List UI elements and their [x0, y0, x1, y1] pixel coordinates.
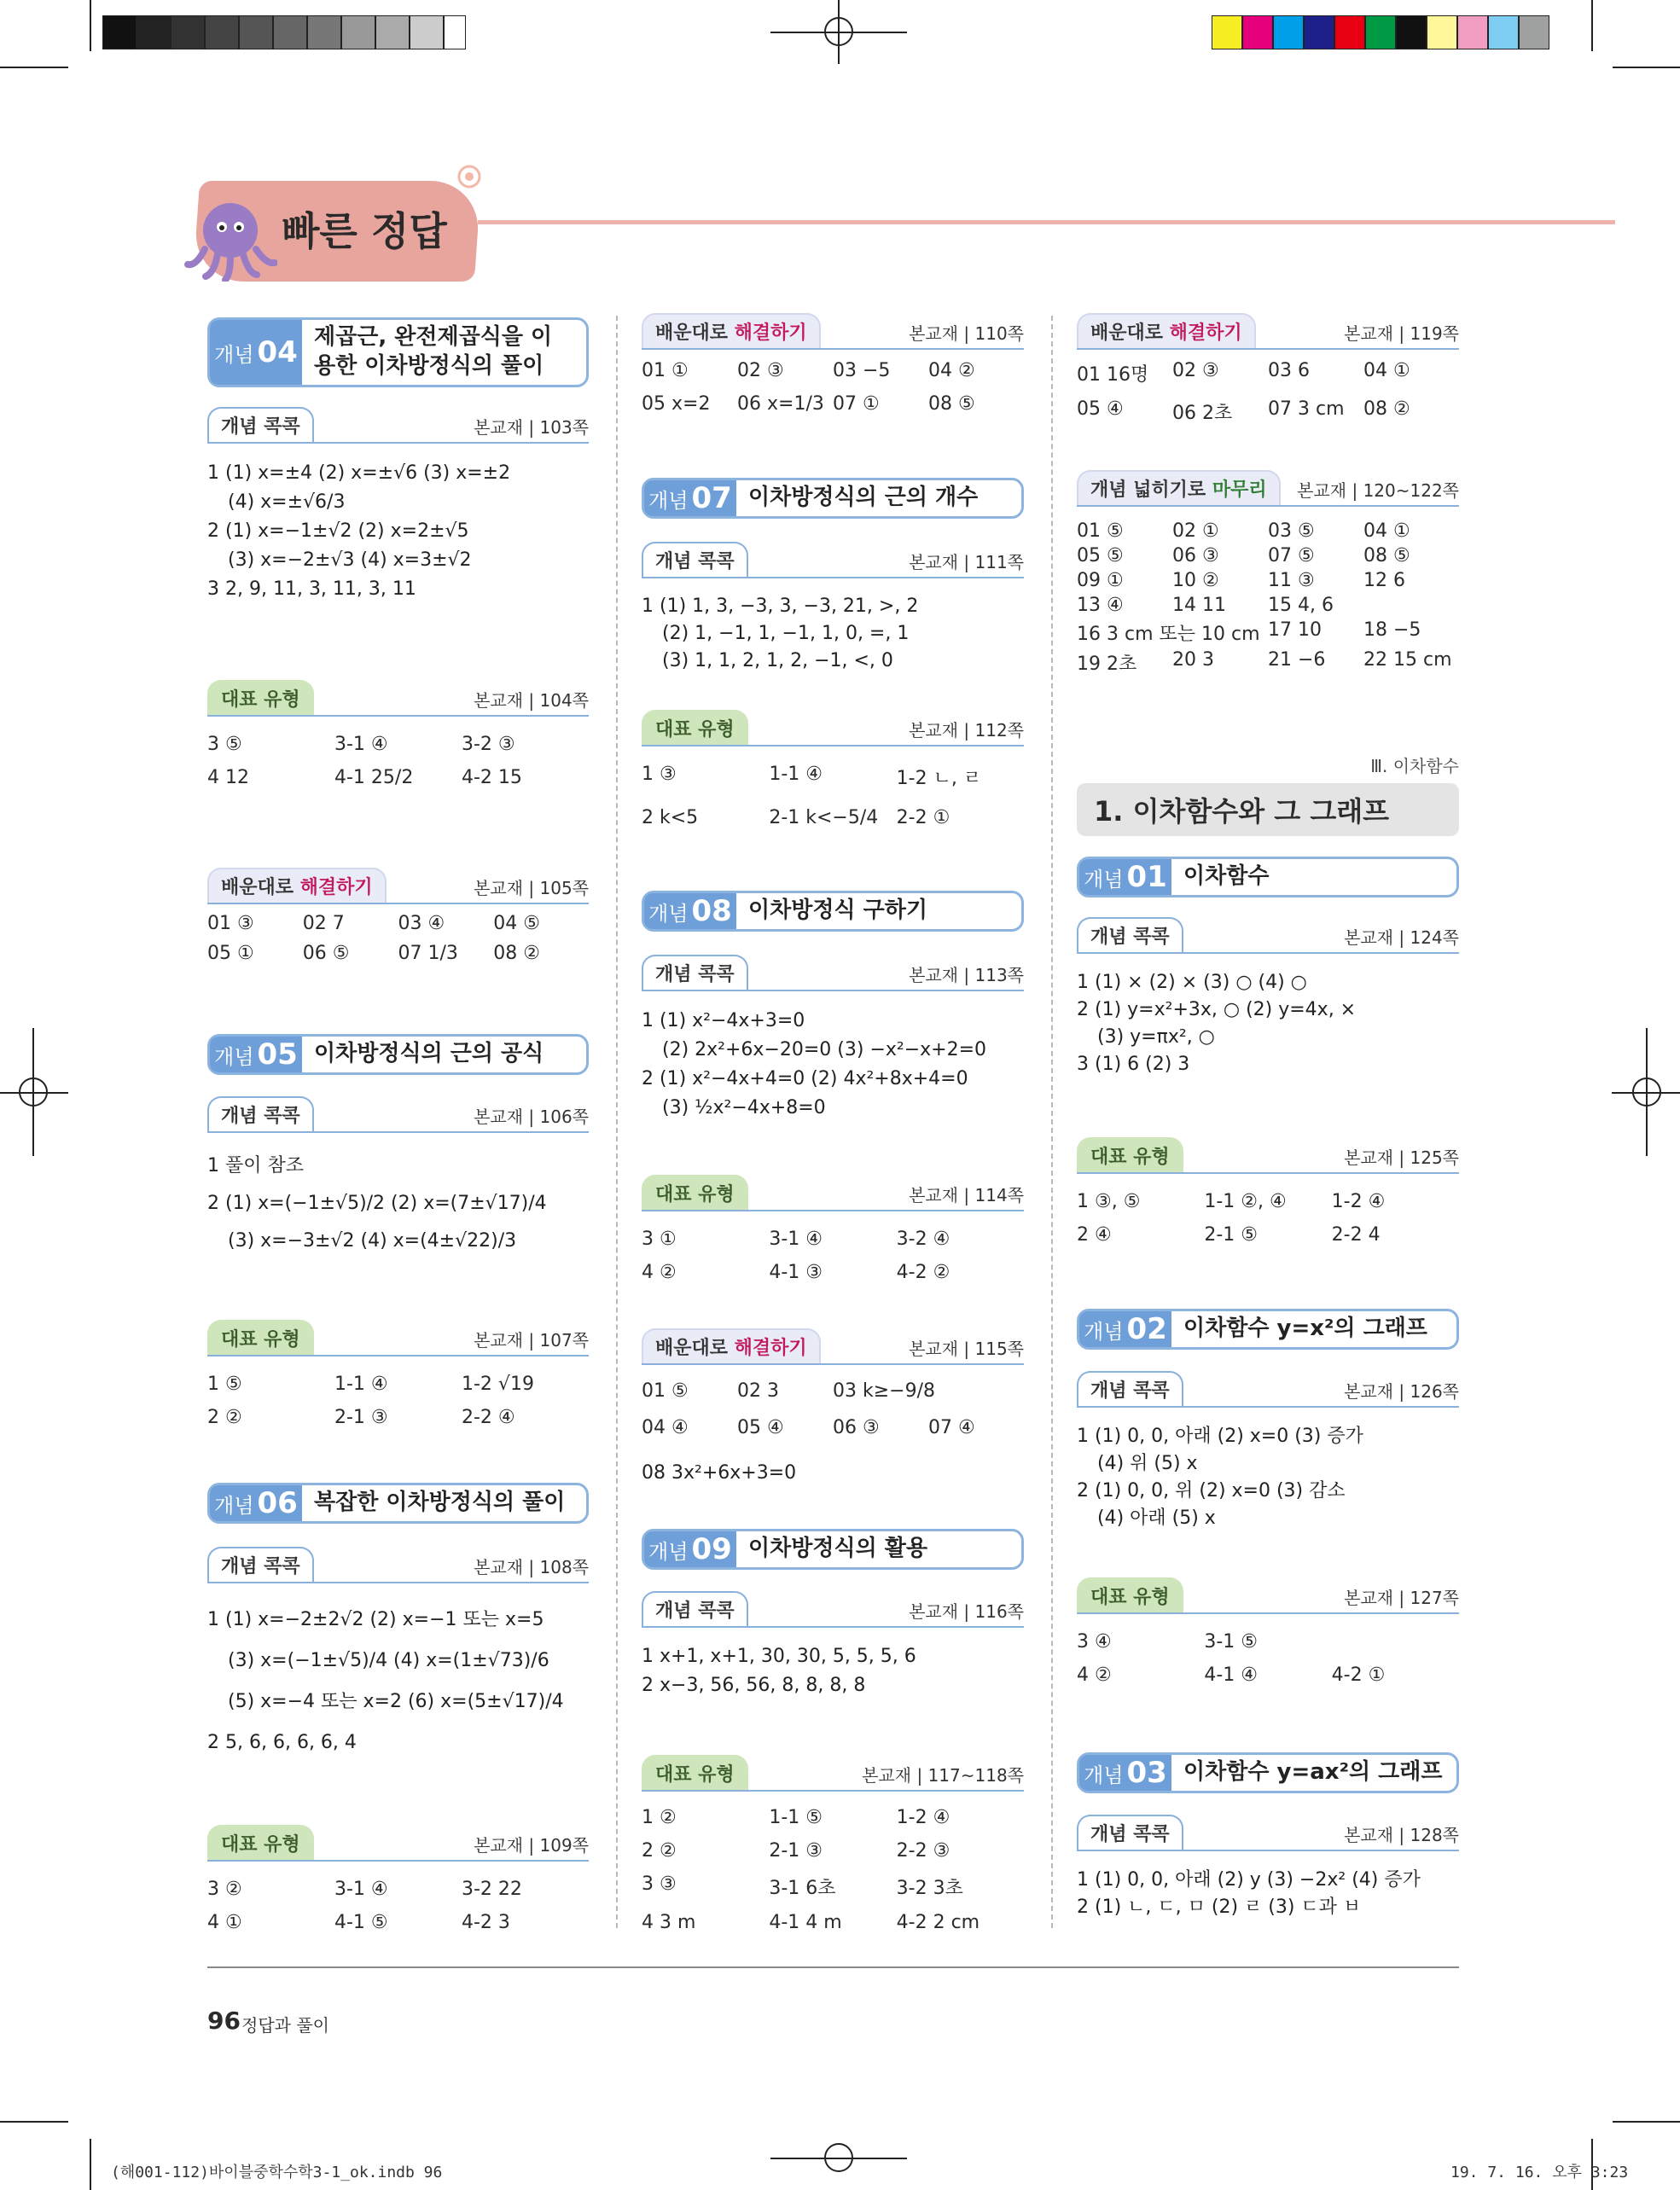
- header-rule: [478, 220, 1615, 224]
- answer-grid: [642, 360, 1024, 415]
- answer-cell: 15 4, 6: [1268, 595, 1334, 616]
- answer-cell: 1-2 ④: [896, 1807, 950, 1828]
- reference-page: 본교재 | 116쪽: [909, 1601, 1024, 1622]
- subheader-concept-check: [1077, 1817, 1459, 1851]
- concept-tag: 개념 01: [1079, 859, 1171, 895]
- answer-cell: 02 ③: [737, 360, 784, 381]
- answer-cell: 3-1 ④: [334, 1879, 388, 1900]
- answer-cell: 20 3: [1172, 649, 1214, 671]
- answer-grid: [642, 1380, 1024, 1438]
- subheader-label: 배운대로 해결하기: [642, 313, 821, 348]
- subheader-solve: [207, 870, 589, 904]
- concept-tag: 개념 05: [210, 1037, 302, 1072]
- subheader-concept-check: [207, 1549, 589, 1583]
- subheader-label: 배운대로 해결하기: [1077, 313, 1256, 348]
- answer-cell: 02 7: [302, 913, 345, 934]
- answer-cell: 3-2 ③: [462, 734, 515, 755]
- answer-cell: 02 ③: [1172, 360, 1219, 381]
- answer-grid: [1077, 1191, 1459, 1246]
- page-number: 96: [207, 2007, 241, 2035]
- answer-cell: 1-2 ㄴ, ㄹ: [896, 768, 982, 789]
- answer-cell: 2-2 ③: [896, 1840, 950, 1862]
- answer-cell: 2 k<5: [642, 807, 699, 828]
- reference-page: 본교재 | 128쪽: [1344, 1825, 1459, 1845]
- answer-line: (3) y=πx², ○: [1097, 1026, 1215, 1048]
- answer-line: (4) x=±√6/3: [228, 491, 346, 513]
- reference-page: 본교재 | 126쪽: [1344, 1381, 1459, 1402]
- print-timestamp: 19. 7. 16. 오후 3:23: [1450, 2164, 1629, 2181]
- answer-line: 1 (1) x=−2±2√2 (2) x=−1 또는 x=5: [207, 1609, 544, 1630]
- answer-cell: 01 ⑤: [642, 1380, 689, 1402]
- answer-cell: 07 ⑤: [1268, 545, 1315, 566]
- answer-cell: 02 3: [737, 1380, 779, 1402]
- answer-grid: [642, 764, 1024, 828]
- subheader-label: 대표 유형: [1077, 1137, 1183, 1172]
- answer-cell: 06 ③: [1172, 545, 1219, 566]
- reference-page: 본교재 | 115쪽: [909, 1339, 1024, 1359]
- answer-grid: [642, 1807, 1024, 1933]
- answer-cell: 2-1 ③: [334, 1407, 388, 1428]
- answer-line: 2 (1) ㄴ, ㄷ, ㅁ (2) ㄹ (3) ㄷ과 ㅂ: [1077, 1897, 1362, 1918]
- concept-box-01: [1077, 857, 1459, 897]
- answer-cell: 05 ①: [207, 943, 254, 964]
- concept-box-03: [1077, 1752, 1459, 1793]
- page-title: 빠른 정답: [282, 208, 447, 254]
- chapter-label: Ⅲ. 이차함수: [1370, 756, 1459, 776]
- chapter-title: 1. 이차함수와 그 그래프: [1077, 783, 1459, 836]
- concept-title: 제곱근, 완전제곱식을 이용한 이차방정식의 풀이: [314, 324, 553, 379]
- answer-cell: 4-2 ②: [896, 1262, 950, 1283]
- subheader-concept-check: [642, 957, 1024, 991]
- answer-cell: 4-1 4 m: [769, 1912, 842, 1933]
- subheader-wrapup: [1077, 473, 1459, 507]
- answer-cell: 09 ①: [1077, 570, 1124, 591]
- answer-cell: 3 ②: [207, 1879, 242, 1900]
- answer-grid: [1077, 520, 1459, 676]
- answer-block: [207, 1600, 589, 1763]
- subheader-type: [207, 683, 589, 717]
- concept-title: 복잡한 이차방정식의 풀이: [314, 1490, 566, 1516]
- subheader-solve: [642, 1331, 1024, 1365]
- answer-line: 2 (1) x²−4x+4=0 (2) 4x²+8x+4=0: [642, 1068, 968, 1089]
- concept-tag: 개념 07: [644, 480, 736, 516]
- answer-line: 1 (1) 0, 0, 아래 (2) x=0 (3) 증가: [1077, 1426, 1363, 1447]
- answer-cell: 06 x=1/3: [737, 393, 824, 415]
- answer-line: 1 (1) × (2) × (3) ○ (4) ○: [1077, 972, 1307, 993]
- answer-cell: 21 −6: [1268, 649, 1326, 671]
- concept-title: 이차방정식의 근의 공식: [314, 1041, 544, 1067]
- answer-cell: 06 ③: [833, 1417, 880, 1438]
- answer-cell: 05 ④: [1077, 398, 1124, 420]
- answer-grid: [1077, 360, 1459, 425]
- subheader-solve: [642, 316, 1024, 350]
- subheader-type: [642, 712, 1024, 746]
- answer-block: [1077, 969, 1459, 1078]
- answer-line: 2 (1) 0, 0, 위 (2) x=0 (3) 감소: [1077, 1480, 1346, 1502]
- subheader-label: 배운대로 해결하기: [207, 868, 387, 903]
- answer-cell: 14 11: [1172, 595, 1226, 616]
- answer-block: [642, 1007, 1024, 1123]
- subheader-concept-check: [1077, 1374, 1459, 1408]
- subheader-label: 대표 유형: [207, 1825, 314, 1860]
- answer-cell: 22 15 cm: [1363, 649, 1452, 671]
- footer-rule: [207, 1966, 1459, 1968]
- answer-cell: 17 10: [1268, 619, 1322, 641]
- subheader-type: [642, 1757, 1024, 1792]
- subheader-type: [1077, 1140, 1459, 1174]
- answer-cell: 13 ④: [1077, 595, 1124, 616]
- subheader-type: [1077, 1580, 1459, 1614]
- reference-page: 본교재 | 103쪽: [474, 417, 589, 438]
- reference-page: 본교재 | 117~118쪽: [862, 1765, 1024, 1786]
- answer-cell: 3-2 22: [462, 1879, 522, 1900]
- reference-page: 본교재 | 105쪽: [474, 878, 589, 898]
- answer-cell: 4-2 2 cm: [896, 1912, 980, 1933]
- answer-cell: 2-1 k<−5/4: [769, 807, 879, 828]
- answer-grid: [207, 913, 589, 964]
- concept-box-05: [207, 1034, 589, 1075]
- subheader-type: [207, 1827, 589, 1862]
- reference-page: 본교재 | 108쪽: [474, 1557, 589, 1577]
- answer-cell: 16 3 cm 또는 10 cm: [1077, 624, 1260, 645]
- answer-cell: 1 ⑤: [207, 1374, 242, 1395]
- answer-cell: 04 ②: [928, 360, 975, 381]
- answer-cell: 11 ③: [1268, 570, 1315, 591]
- subheader-type: [642, 1177, 1024, 1211]
- subheader-label: 대표 유형: [207, 680, 314, 715]
- concept-title: 이차함수 y=x²의 그래프: [1183, 1316, 1427, 1342]
- subheader-label: 개념 콕콕: [1077, 917, 1183, 952]
- answer-cell: 3 ④: [1077, 1631, 1112, 1653]
- answer-cell: 02 ①: [1172, 520, 1219, 542]
- reference-page: 본교재 | 109쪽: [474, 1835, 589, 1856]
- subheader-concept-check: [207, 1099, 589, 1133]
- answer-line: 2 (1) x=(−1±√5)/2 (2) x=(7±√17)/4: [207, 1193, 547, 1214]
- octopus-mascot-icon: [183, 196, 277, 282]
- reference-page: 본교재 | 124쪽: [1344, 927, 1459, 948]
- reference-page: 본교재 | 107쪽: [474, 1330, 589, 1351]
- answer-cell: 06 ⑤: [302, 943, 350, 964]
- answer-cell: 4-2 3: [462, 1912, 510, 1933]
- answer-line: 2 (1) y=x²+3x, ○ (2) y=4x, ×: [1077, 999, 1357, 1020]
- answer-block: [1077, 1867, 1459, 1921]
- answer-cell: 04 ①: [1363, 520, 1410, 542]
- concept-title: 이차방정식 구하기: [748, 897, 927, 924]
- answer-cell: 07 ④: [928, 1417, 975, 1438]
- answer-line: (4) 위 (5) x: [1097, 1453, 1198, 1474]
- answer-cell: 04 ①: [1363, 360, 1410, 381]
- answer-cell: 03 ⑤: [1268, 520, 1315, 542]
- answer-cell: 04 ⑤: [493, 913, 540, 934]
- answer-line: 2 x−3, 56, 56, 8, 8, 8, 8: [642, 1675, 866, 1696]
- concept-tag: 개념 04: [210, 320, 302, 385]
- subheader-solve: [1077, 316, 1459, 350]
- subheader-label: 배운대로 해결하기: [642, 1328, 821, 1363]
- answer-cell: 3-1 ④: [334, 734, 388, 755]
- answer-cell: 4 ②: [642, 1262, 677, 1283]
- subheader-label: 개념 콕콕: [642, 955, 748, 990]
- answer-cell: 3-1 6초: [769, 1878, 836, 1899]
- reference-page: 본교재 | 112쪽: [909, 720, 1024, 741]
- subheader-type: [207, 1322, 589, 1356]
- subheader-label: 개념 콕콕: [1077, 1371, 1183, 1406]
- subheader-label: 대표 유형: [642, 1755, 748, 1790]
- concept-box-07: [642, 478, 1024, 519]
- answer-line: (3) x=−2±√3 (4) x=3±√2: [228, 549, 472, 571]
- answer-line: (3) ½x²−4x+8=0: [662, 1097, 826, 1118]
- concept-box-08: [642, 891, 1024, 932]
- reference-page: 본교재 | 127쪽: [1344, 1588, 1459, 1608]
- subheader-label: 개념 콕콕: [1077, 1815, 1183, 1850]
- answer-block: [1077, 1423, 1459, 1532]
- answer-cell: 4 ①: [207, 1912, 242, 1933]
- reference-page: 본교재 | 125쪽: [1344, 1147, 1459, 1168]
- answer-block: [207, 459, 589, 604]
- answer-cell: 19 2초: [1077, 654, 1137, 675]
- answer-cell: 10 ②: [1172, 570, 1219, 591]
- answer-block: [642, 1642, 1024, 1700]
- answer-cell: 4-1 25/2: [334, 767, 414, 788]
- subheader-label: 대표 유형: [207, 1320, 314, 1355]
- answer-cell: 2-1 ⑤: [1204, 1224, 1258, 1246]
- answer-line: (3) x=−3±√2 (4) x=(4±√22)/3: [228, 1230, 517, 1252]
- answer-block: [207, 1147, 589, 1260]
- answer-block: [642, 593, 1024, 675]
- concept-title: 이차방정식의 근의 개수: [748, 485, 979, 511]
- answer-cell: 1 ③, ⑤: [1077, 1191, 1141, 1212]
- answer-cell: 4-2 15: [462, 767, 522, 788]
- answer-line: (4) 아래 (5) x: [1097, 1507, 1216, 1529]
- answer-cell: 05 x=2: [642, 393, 711, 415]
- answer-cell: 4 12: [207, 767, 249, 788]
- answer-line: 1 x+1, x+1, 30, 30, 5, 5, 5, 6: [642, 1646, 916, 1667]
- answer-cell: 1-2 ④: [1331, 1191, 1386, 1212]
- answer-cell: 3-2 ④: [896, 1229, 950, 1250]
- answer-cell: 01 ③: [207, 913, 254, 934]
- answer-cell: 4 3 m: [642, 1912, 696, 1933]
- answer-line: (3) 1, 1, 2, 1, 2, −1, <, 0: [662, 650, 893, 671]
- answer-cell: 2-2 4: [1331, 1224, 1381, 1246]
- reference-page: 본교재 | 104쪽: [474, 690, 589, 711]
- answer-line: (2) 2x²+6x−20=0 (3) −x²−x+2=0: [662, 1039, 987, 1060]
- answer-cell: 3-2 3초: [896, 1878, 963, 1899]
- subheader-label: 개념 콕콕: [207, 1096, 314, 1131]
- answer-cell: 4 ②: [1077, 1664, 1112, 1686]
- answer-cell: 08 ⑤: [1363, 545, 1410, 566]
- column-divider: [616, 316, 618, 1928]
- answer-grid: [207, 734, 589, 788]
- answer-cell: 08 ⑤: [928, 393, 975, 415]
- answer-cell: 3 ③: [642, 1873, 677, 1895]
- answer-cell: 06 2초: [1172, 403, 1233, 424]
- answer-cell: 2 ④: [1077, 1224, 1112, 1246]
- answer-cell: 03 k≥−9/8: [833, 1380, 936, 1402]
- answer-cell: 4-1 ③: [769, 1262, 823, 1283]
- answer-cell: 2 ②: [642, 1840, 677, 1862]
- answer-grid: [642, 1229, 1024, 1283]
- answer-cell: 3-1 ④: [769, 1229, 823, 1250]
- answer-cell: 2-2 ④: [462, 1407, 515, 1428]
- concept-tag: 개념 06: [210, 1485, 302, 1521]
- answer-cell: 12 6: [1363, 570, 1405, 591]
- subheader-concept-check: [642, 1594, 1024, 1628]
- answer-cell: 4-1 ④: [1204, 1664, 1258, 1686]
- answer-cell: 2-1 ③: [769, 1840, 823, 1862]
- answer-line: 1 (1) 1, 3, −3, 3, −3, 21, >, 2: [642, 595, 919, 617]
- column-divider: [1051, 316, 1053, 1928]
- answer-grid: [1077, 1631, 1459, 1686]
- reference-page: 본교재 | 120~122쪽: [1297, 480, 1459, 501]
- reference-page: 본교재 | 114쪽: [909, 1185, 1024, 1205]
- answer-cell: 1-1 ④: [334, 1374, 388, 1395]
- answer-cell: 3 ①: [642, 1229, 677, 1250]
- answer-cell: 05 ⑤: [1077, 545, 1124, 566]
- answer-cell: 04 ④: [642, 1417, 689, 1438]
- answer-line: (5) x=−4 또는 x=2 (6) x=(5±√17)/4: [228, 1691, 564, 1712]
- answer-line: 08 3x²+6x+3=0: [642, 1462, 797, 1484]
- subheader-label: 개념 콕콕: [207, 1547, 314, 1582]
- answer-cell: 03 ④: [398, 913, 445, 934]
- answer-line: 2 5, 6, 6, 6, 6, 4: [207, 1732, 357, 1753]
- answer-cell: 2-2 ①: [896, 807, 950, 828]
- subheader-label: 개념 콕콕: [642, 542, 748, 577]
- answer-cell: 4-2 ①: [1331, 1664, 1386, 1686]
- answer-cell: 01 ⑤: [1077, 520, 1124, 542]
- concept-title: 이차방정식의 활용: [748, 1536, 927, 1562]
- reference-page: 본교재 | 106쪽: [474, 1107, 589, 1127]
- answer-cell: 07 ①: [833, 393, 880, 415]
- concept-title: 이차함수 y=ax²의 그래프: [1183, 1759, 1443, 1786]
- answer-cell: 07 1/3: [398, 943, 458, 964]
- concept-box-04: [207, 317, 589, 387]
- answer-cell: 4-1 ⑤: [334, 1912, 388, 1933]
- answer-cell: 01 ①: [642, 360, 689, 381]
- answer-line: (3) x=(−1±√5)/4 (4) x=(1±√73)/6: [228, 1650, 549, 1671]
- answer-cell: 07 3 cm: [1268, 398, 1345, 420]
- subheader-label: 대표 유형: [642, 1175, 748, 1210]
- subheader-label: 개념 콕콕: [642, 1591, 748, 1626]
- answer-cell: 05 ④: [737, 1417, 784, 1438]
- sun-decoration-icon: [444, 158, 495, 209]
- answer-line: 1 (1) 0, 0, 아래 (2) y (3) −2x² (4) 증가: [1077, 1869, 1421, 1891]
- subheader-concept-check: [1077, 920, 1459, 954]
- subheader-concept-check: [207, 410, 589, 444]
- reference-page: 본교재 | 113쪽: [909, 965, 1024, 985]
- page-label: 정답과 풀이: [241, 2015, 329, 2036]
- reference-page: 본교재 | 111쪽: [909, 552, 1024, 572]
- answer-cell: 18 −5: [1363, 619, 1421, 641]
- concept-box-09: [642, 1529, 1024, 1570]
- answer-line: 2 (1) x=−1±√2 (2) x=2±√5: [207, 520, 469, 542]
- reference-page: 본교재 | 119쪽: [1344, 323, 1459, 344]
- subheader-concept-check: [642, 544, 1024, 578]
- concept-tag: 개념 09: [644, 1531, 736, 1567]
- answer-line: 1 (1) x=±4 (2) x=±√6 (3) x=±2: [207, 462, 511, 484]
- answer-cell: [1332, 1631, 1459, 1653]
- answer-line: 1 (1) x²−4x+3=0: [642, 1010, 805, 1031]
- answer-cell: 1 ②: [642, 1807, 677, 1828]
- answer-cell: 1-1 ④: [769, 764, 823, 785]
- subheader-label: 개념 넓히기로 마무리: [1077, 470, 1281, 505]
- answer-cell: 01 16명: [1077, 364, 1149, 386]
- answer-cell: 08 ②: [493, 943, 540, 964]
- answer-line: 3 2, 9, 11, 3, 11, 3, 11: [207, 578, 416, 600]
- answer-cell: 3-1 ⑤: [1204, 1631, 1258, 1653]
- subheader-label: 대표 유형: [1077, 1577, 1183, 1612]
- concept-tag: 개념 03: [1079, 1755, 1171, 1791]
- answer-cell: 03 −5: [833, 360, 891, 381]
- concept-box-06: [207, 1483, 589, 1524]
- subheader-label: 개념 콕콕: [207, 407, 314, 442]
- answer-cell: 1-1 ②, ④: [1204, 1191, 1287, 1212]
- answer-cell: 08 ②: [1363, 398, 1410, 420]
- print-slug: (해001-112)바이블중학수학3-1_ok.indb 96: [111, 2164, 443, 2181]
- answer-grid: [207, 1374, 589, 1428]
- concept-tag: 개념 02: [1079, 1311, 1171, 1347]
- answer-cell: 1-1 ⑤: [769, 1807, 823, 1828]
- answer-cell: 2 ②: [207, 1407, 242, 1428]
- answer-cell: 1 ③: [642, 764, 677, 785]
- subheader-label: 대표 유형: [642, 710, 748, 745]
- concept-tag: 개념 08: [644, 893, 736, 929]
- answer-grid: [207, 1879, 589, 1933]
- answer-line: 1 풀이 참조: [207, 1155, 304, 1176]
- concept-box-02: [1077, 1309, 1459, 1350]
- reference-page: 본교재 | 110쪽: [909, 323, 1024, 344]
- answer-cell: 03 6: [1268, 360, 1310, 381]
- answer-cell: 3 ⑤: [207, 734, 242, 755]
- answer-line: (2) 1, −1, 1, −1, 1, 0, =, 1: [662, 623, 910, 644]
- answer-cell: 1-2 √19: [462, 1374, 534, 1395]
- concept-title: 이차함수: [1183, 863, 1270, 890]
- answer-line: 3 (1) 6 (2) 3: [1077, 1054, 1190, 1075]
